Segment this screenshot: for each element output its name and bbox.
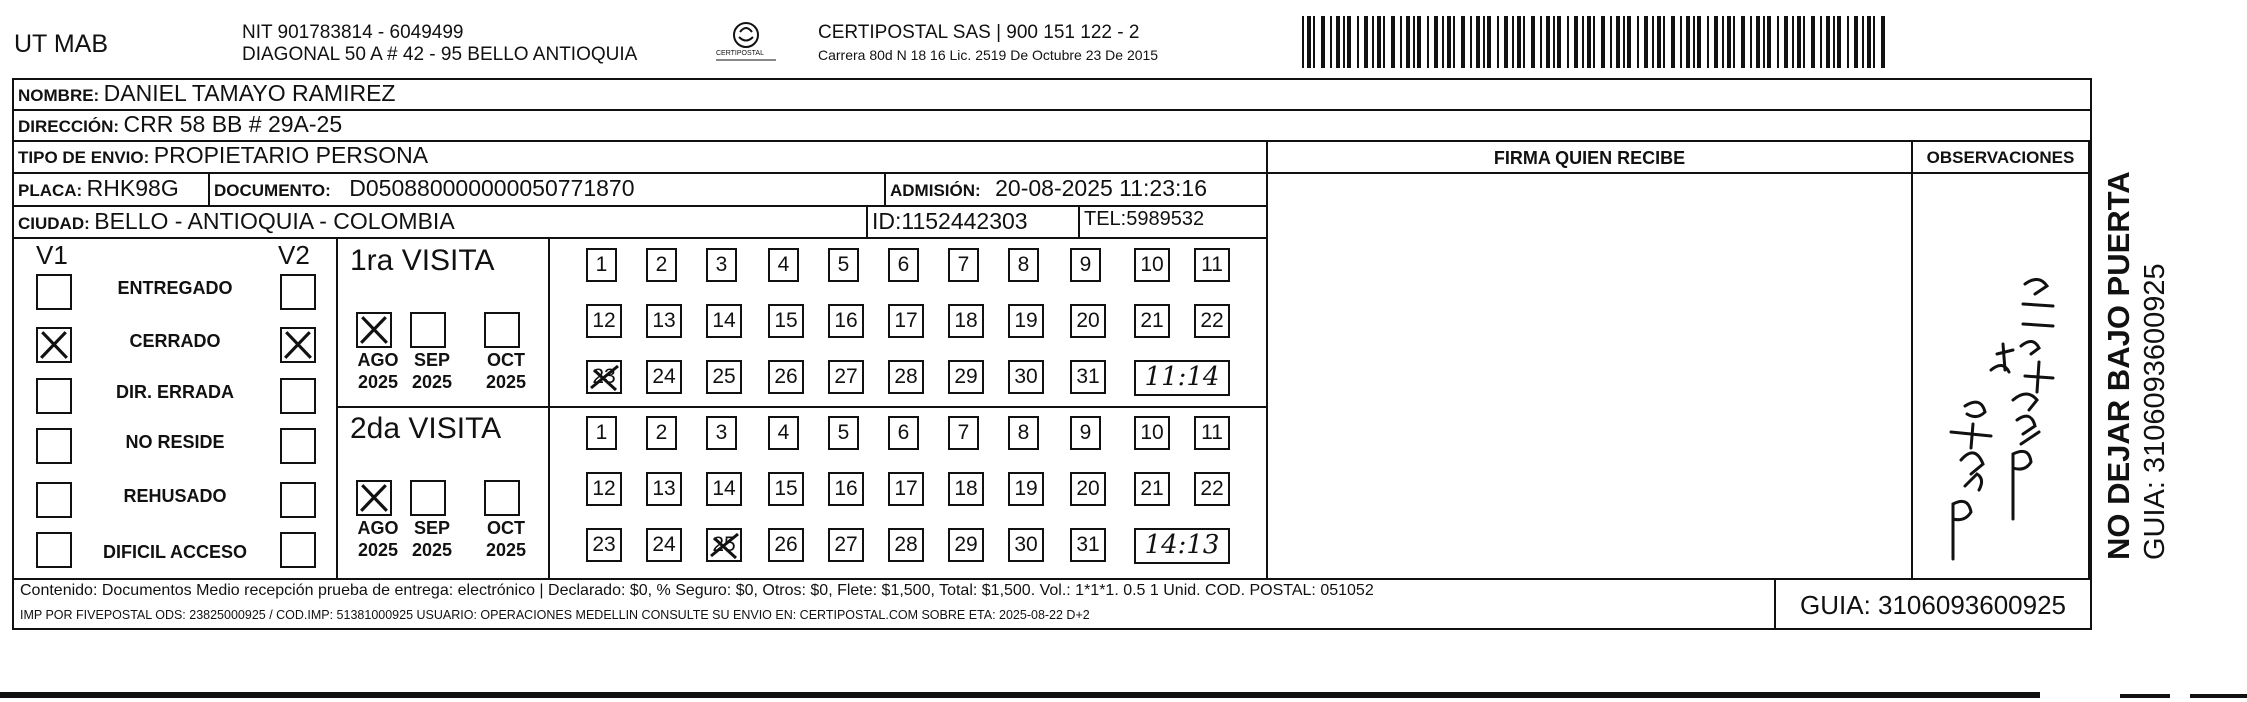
day-box[interactable]: 12 [586,472,622,506]
day-box[interactable]: 20 [1070,304,1106,338]
day-box[interactable]: 16 [828,472,864,506]
cut-line-end [2120,694,2170,698]
year-label: 2025 [357,540,399,560]
operator-name: CERTIPOSTAL SAS | 900 151 122 - 2 [818,22,1140,43]
day-box[interactable]: 23 [586,360,622,394]
day-box[interactable]: 13 [646,472,682,506]
year-label: 2025 [485,540,527,560]
v1-checkbox[interactable] [36,428,72,464]
month-label: SEP [413,350,451,370]
day-box[interactable]: 16 [828,304,864,338]
day-box[interactable]: 3 [706,416,737,450]
status-label: CERRADO [129,331,221,351]
v1-label: V1 [36,240,68,270]
v1-checkbox[interactable] [36,327,72,363]
v2-checkbox[interactable] [280,274,316,310]
ciudad-value: BELLO - ANTIOQUIA - COLOMBIA [94,208,455,234]
v2-checkbox[interactable] [280,482,316,518]
id-label: ID: [872,208,902,234]
day-box[interactable]: 31 [1070,360,1106,394]
logo-text: CERTIPOSTAL [716,50,764,57]
day-box[interactable]: 1 [586,416,617,450]
status-label: ENTREGADO [117,278,233,298]
footer-content: Contenido: Documentos Medio recepción prueba de entrega: electrónico | Declarado: $0, % Seguro: $0, Otros: $0, Flete: $1,500, Total: $1,500. Vol.: 1*1*1. 0.5 1 Unid. COD. POSTAL: 051052 [20,582,1374,599]
month-checkbox[interactable] [356,312,392,348]
cut-line-end2 [2190,694,2247,698]
year-label: 2025 [411,540,453,560]
day-box[interactable]: 26 [768,360,804,394]
day-box[interactable]: 27 [828,528,864,562]
day-box[interactable]: 10 [1134,248,1170,282]
day-box[interactable]: 13 [646,304,682,338]
day-box[interactable]: 9 [1070,416,1101,450]
day-box[interactable]: 22 [1194,304,1230,338]
month-label: SEP [413,518,451,538]
day-box[interactable]: 1 [586,248,617,282]
day-box[interactable]: 10 [1134,416,1170,450]
visit2-title: 2da VISITA [350,412,502,445]
day-box[interactable]: 7 [948,248,979,282]
documento-label: DOCUMENTO: [214,181,331,200]
day-box[interactable]: 30 [1008,528,1044,562]
v1-checkbox[interactable] [36,378,72,414]
day-box[interactable]: 23 [586,528,622,562]
status-label: REHUSADO [123,486,227,506]
observaciones-handwriting [1913,174,2088,578]
day-box[interactable]: 11 [1194,248,1230,282]
day-box[interactable]: 11 [1194,416,1230,450]
footer-imp: IMP POR FIVEPOSTAL ODS: 23825000925 / COD.IMP: 51381000925 USUARIO: OPERACIONES MEDELLIN CONSULTE SU ENVIO EN: CERTIPOSTAL.COM SOBRE ETA: 2025-08-22 D+2 [20,608,1090,622]
day-box[interactable]: 6 [888,248,919,282]
placa-label: PLACA: [18,181,83,200]
placa-value: RHK98G [86,175,179,201]
day-box[interactable]: 19 [1008,304,1044,338]
v2-checkbox[interactable] [280,532,316,568]
day-box[interactable]: 29 [948,528,984,562]
time-box[interactable]: 14:13 [1134,528,1230,564]
ciudad-field [18,208,455,235]
year-label: 2025 [411,372,453,392]
day-box[interactable]: 7 [948,416,979,450]
direccion-value: CRR 58 BB # 29A-25 [123,111,343,137]
v1-checkbox[interactable] [36,532,72,568]
day-box[interactable]: 21 [1134,472,1170,506]
day-box[interactable]: 5 [828,248,859,282]
documento-value: D050880000000050771870 [349,175,635,201]
day-box[interactable]: 29 [948,360,984,394]
day-box[interactable]: 14 [706,472,742,506]
nombre-label: NOMBRE: [18,86,100,105]
v1-checkbox[interactable] [36,274,72,310]
month-checkbox[interactable] [356,480,392,516]
day-box[interactable]: 25 [706,360,742,394]
day-box[interactable]: 12 [586,304,622,338]
tel-label: TEL: [1084,208,1127,230]
day-box[interactable]: 14 [706,304,742,338]
company-address: DIAGONAL 50 A # 42 - 95 BELLO ANTIOQUIA [242,44,638,65]
day-box[interactable]: 24 [646,360,682,394]
month-label: OCT [487,350,525,370]
footer-guia: GUIA: 3106093600925 [1800,590,2066,620]
header [0,0,2247,80]
documento-field [214,175,634,202]
tipo-envio-row [18,142,428,170]
side-warning: NO DEJAR BAJO PUERTA [2101,171,2136,560]
day-box[interactable]: 3 [706,248,737,282]
barcode [1300,16,1895,68]
status-label: DIR. ERRADA [115,382,234,402]
nit: NIT 901783814 - 6049499 [242,22,464,43]
year-label: 2025 [485,372,527,392]
day-box[interactable]: 8 [1008,416,1039,450]
nombre-row [18,80,395,108]
cut-line [0,692,2040,698]
day-box[interactable]: 18 [948,472,984,506]
status-label: DIFICIL ACCESO [102,542,247,562]
day-box[interactable]: 27 [828,360,864,394]
day-box[interactable]: 30 [1008,360,1044,394]
v2-label: V2 [278,240,310,270]
month-checkbox[interactable] [484,312,520,348]
day-box[interactable]: 4 [768,416,799,450]
day-box[interactable]: 26 [768,528,804,562]
day-box[interactable]: 28 [888,360,924,394]
v2-checkbox[interactable] [280,378,316,414]
day-box[interactable]: 4 [768,248,799,282]
status-label: NO RESIDE [125,432,225,452]
signature-area[interactable] [1268,174,1911,578]
year-label: 2025 [357,372,399,392]
placa-field [18,175,179,202]
day-box[interactable]: 6 [888,416,919,450]
month-label: AGO [357,350,399,370]
tel-field [1084,208,1204,231]
side-guia: GUIA: 3106093600925 [2139,263,2171,560]
day-box[interactable]: 5 [828,416,859,450]
day-box[interactable]: 20 [1070,472,1106,506]
id-value: 1152442303 [901,208,1028,234]
day-box[interactable]: 31 [1070,528,1106,562]
ciudad-label: CIUDAD: [18,214,90,233]
month-checkbox[interactable] [410,480,446,516]
admision-field [890,175,1207,202]
day-box[interactable]: 17 [888,472,924,506]
month-checkbox[interactable] [484,480,520,516]
direccion-row [18,111,342,139]
day-box[interactable]: 9 [1070,248,1101,282]
side-text [2100,90,2220,560]
nombre-value: DANIEL TAMAYO RAMIREZ [103,80,396,106]
tipo-envio-label: TIPO DE ENVIO: [18,148,150,167]
v1-checkbox[interactable] [36,482,72,518]
month-label: AGO [357,518,399,538]
direccion-label: DIRECCIÓN: [18,117,120,136]
id-field [872,208,1028,235]
firma-label: FIRMA QUIEN RECIBE [1493,148,1686,168]
day-box[interactable]: 25 [706,528,742,562]
day-box[interactable]: 21 [1134,304,1170,338]
company-name: UT MAB [14,30,108,58]
day-box[interactable]: 18 [948,304,984,338]
month-checkbox[interactable] [410,312,446,348]
certipostal-logo [710,20,782,66]
day-box[interactable]: 28 [888,528,924,562]
day-box[interactable]: 24 [646,528,682,562]
admision-value: 20-08-2025 11:23:16 [995,175,1207,201]
v2-checkbox[interactable] [280,428,316,464]
day-box[interactable]: 2 [646,416,677,450]
admision-label: ADMISIÓN: [890,181,981,200]
day-box[interactable]: 15 [768,304,804,338]
day-box[interactable]: 2 [646,248,677,282]
day-box[interactable]: 15 [768,472,804,506]
observaciones-label: OBSERVACIONES [1926,148,2075,167]
v2-checkbox[interactable] [280,327,316,363]
day-box[interactable]: 8 [1008,248,1039,282]
day-box[interactable]: 19 [1008,472,1044,506]
visit1-title: 1ra VISITA [350,244,495,277]
time-box[interactable]: 11:14 [1134,360,1230,396]
day-box[interactable]: 17 [888,304,924,338]
month-label: OCT [487,518,525,538]
operator-detail: Carrera 80d N 18 16 Lic. 2519 De Octubre 23 De 2015 [818,47,1159,63]
tel-value: 5989532 [1126,208,1205,230]
tipo-envio-value: PROPIETARIO PERSONA [153,142,429,168]
day-box[interactable]: 22 [1194,472,1230,506]
